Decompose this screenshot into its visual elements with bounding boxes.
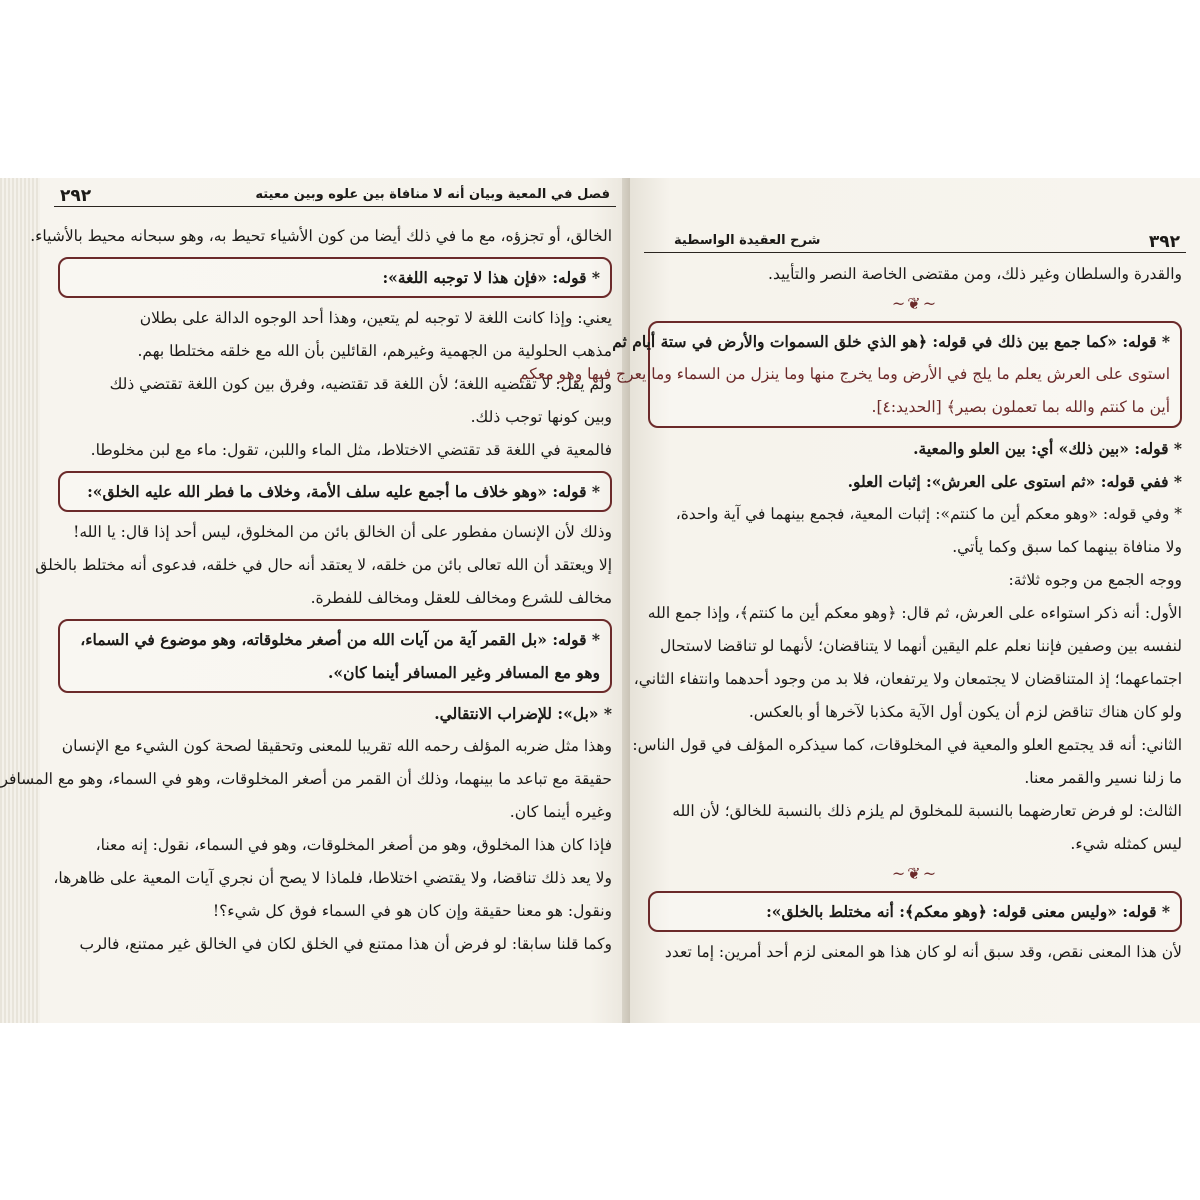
- page-edges: [0, 178, 40, 1023]
- right-running-head: [644, 230, 1186, 253]
- text-line: الثاني: أنه قد يجتمع العلو والمعية في المخلوقات، كما سيذكره المؤلف في قول الناس:: [632, 736, 1182, 754]
- text-line: وهو مع المسافر وغير المسافر أينما كان».: [328, 663, 600, 682]
- text-line: * قوله: «وليس معنى قوله: ﴿وهو معكم﴾: أنه مختلط بالخلق»:: [766, 902, 1170, 921]
- left-page-number: ٢٩٢: [60, 186, 92, 206]
- text-line: ولم يقل: لا تقتضيه اللغة؛ لأن اللغة قد تقتضيه، وفرق بين كون اللغة تقتضي ذلك: [109, 375, 612, 393]
- text-line: فالمعية في اللغة قد تقتضي الاختلاط، مثل الماء واللبن، تقول: ماء مع لبن مخلوطا.: [90, 441, 612, 459]
- quote-box: [58, 471, 612, 512]
- left-running-title: فصل في المعية وبيان أنه لا منافاة بين علوه وبين معيته: [255, 187, 610, 202]
- text-line: ليس كمثله شيء.: [1070, 835, 1182, 853]
- text-line: ولو كان هناك تناقض لزم أن يكون أول الآية مكذبا لآخرها أو بالعكس.: [748, 703, 1182, 721]
- text-line: يعني: وإذا كانت اللغة لا توجبه لم يتعين، وهذا أحد الوجوه الدالة على بطلان: [139, 309, 612, 327]
- text-line: لأن هذا المعنى نقص، وقد سبق أنه لو كان هذا هو المعنى لزم أحد أمرين: إما تعدد: [664, 943, 1182, 961]
- quote-box: [58, 257, 612, 298]
- quote-box: [648, 891, 1182, 932]
- text-line: ووجه الجمع من وجوه ثلاثة:: [1008, 571, 1182, 589]
- text-line: الثالث: لو فرض تعارضهما بالنسبة للمخلوق لم يلزم ذلك بالنسبة للخالق؛ لأن الله: [672, 802, 1182, 820]
- text-line: ولا يعد ذلك تناقضا، ولا يقتضي اختلاطا، فلماذا لا يصح أن نجري آيات المعية على ظاهرها،: [53, 869, 612, 887]
- text-line: وغيره أينما كان.: [509, 803, 612, 821]
- left-running-head: [54, 184, 616, 207]
- left-page: [0, 178, 630, 1023]
- text-line: * قوله: «كما جمع بين ذلك في قوله: ﴿هو الذي خلق السموات والأرض في ستة أيام ثم: [612, 332, 1170, 351]
- text-line: أين ما كنتم والله بما تعملون بصير﴾ [الحديد:٤].: [871, 398, 1170, 416]
- text-line: مذهب الحلولية من الجهمية وغيرهم، القائلين بأن الله مع خلقه مختلطا بهم.: [137, 342, 612, 360]
- text-line: ولا منافاة بينهما كما سبق وكما يأتي.: [952, 538, 1182, 556]
- text-line: * قوله: «فإن هذا لا توجبه اللغة»:: [382, 268, 600, 287]
- text-line: * «بل»: للإضراب الانتقالي.: [434, 704, 612, 723]
- text-line: * وفي قوله: «وهو معكم أين ما كنتم»: إثبات المعية، فجمع بينهما في آية واحدة،: [675, 505, 1182, 523]
- text-line: * قوله: «بين ذلك» أي: بين العلو والمعية.: [913, 439, 1182, 458]
- text-line: استوى على العرش يعلم ما يلج في الأرض وما يخرج منها وما ينزل من السماء وما يعرج فيها وهو معكم: [518, 365, 1170, 383]
- right-page-number: ٣٩٢: [1148, 232, 1180, 252]
- left-body-text: [0, 220, 612, 961]
- text-line: حقيقة مع تباعد ما بينهما، وذلك أن القمر من أصغر المخلوقات، وهو في السماء، وهو مع المسافر: [0, 770, 612, 788]
- ornament-divider: ~❦~: [891, 294, 939, 313]
- text-line: وكما قلنا سابقا: لو فرض أن هذا ممتنع في الخلق لكان في الخالق غير ممتنع، فالرب: [79, 935, 612, 953]
- text-line: ونقول: هو معنا حقيقة وإن كان هو في السماء فوق كل شيء؟!: [212, 902, 612, 920]
- right-running-title: شرح العقيدة الواسطية: [674, 233, 821, 248]
- text-line: فإذا كان هذا المخلوق، وهو من أصغر المخلوقات، وهو في السماء، نقول: إنه معنا،: [95, 836, 612, 854]
- text-line: وهذا مثل ضربه المؤلف رحمه الله تقريبا للمعنى وتحقيقا لصحة كون الشيء مع الإنسان: [61, 737, 612, 755]
- text-line: ما زلنا نسير والقمر معنا.: [1024, 769, 1182, 787]
- text-line: لنفسه بين وصفين فإننا نعلم علم اليقين أنهما لا يتناقضان؛ لأنهما لو تناقضا لاستحال: [659, 637, 1182, 655]
- text-line: * ففي قوله: «ثم استوى على العرش»: إثبات العلو.: [847, 472, 1182, 491]
- text-line: * قوله: «وهو خلاف ما أجمع عليه سلف الأمة، وخلاف ما فطر الله عليه الخلق»:: [87, 482, 600, 501]
- open-book: [0, 178, 1200, 1023]
- ornament-divider: ~❦~: [891, 864, 939, 883]
- text-line: * قوله: «بل القمر آية من آيات الله من أصغر مخلوقاته، وهو موضوع في السماء،: [80, 630, 600, 649]
- text-line: وبين كونها توجب ذلك.: [470, 408, 612, 426]
- text-line: مخالف للشرع ومخالف للعقل ومخالف للفطرة.: [310, 589, 612, 607]
- text-line: والقدرة والسلطان وغير ذلك، ومن مقتضى الخاصة النصر والتأييد.: [768, 265, 1182, 283]
- text-line: الأول: أنه ذكر استواءه على العرش، ثم قال: ﴿وهو معكم أين ما كنتم﴾، وإذا جمع الله: [647, 604, 1182, 622]
- text-line: الخالق، أو تجزؤه، مع ما في ذلك أيضا من كون الأشياء تحيط به، وهو سبحانه محيط بالأشياء.: [30, 227, 612, 245]
- text-line: إلا ويعتقد أن الله تعالى بائن من خلقه، لا يعتقد أنه حال في خلقه، فدعوى أنه مختلط بالخلق: [35, 556, 612, 574]
- quote-box: [58, 619, 612, 693]
- text-line: اجتماعهما؛ إذ المتناقضان لا يجتمعان ولا يرتفعان، فلا بد من وجود أحدهما وانتفاء الثاني،: [633, 670, 1182, 688]
- text-line: وذلك لأن الإنسان مفطور على أن الخالق بائن من المخلوق، ليس أحد إذا قال: يا الله!: [73, 523, 612, 541]
